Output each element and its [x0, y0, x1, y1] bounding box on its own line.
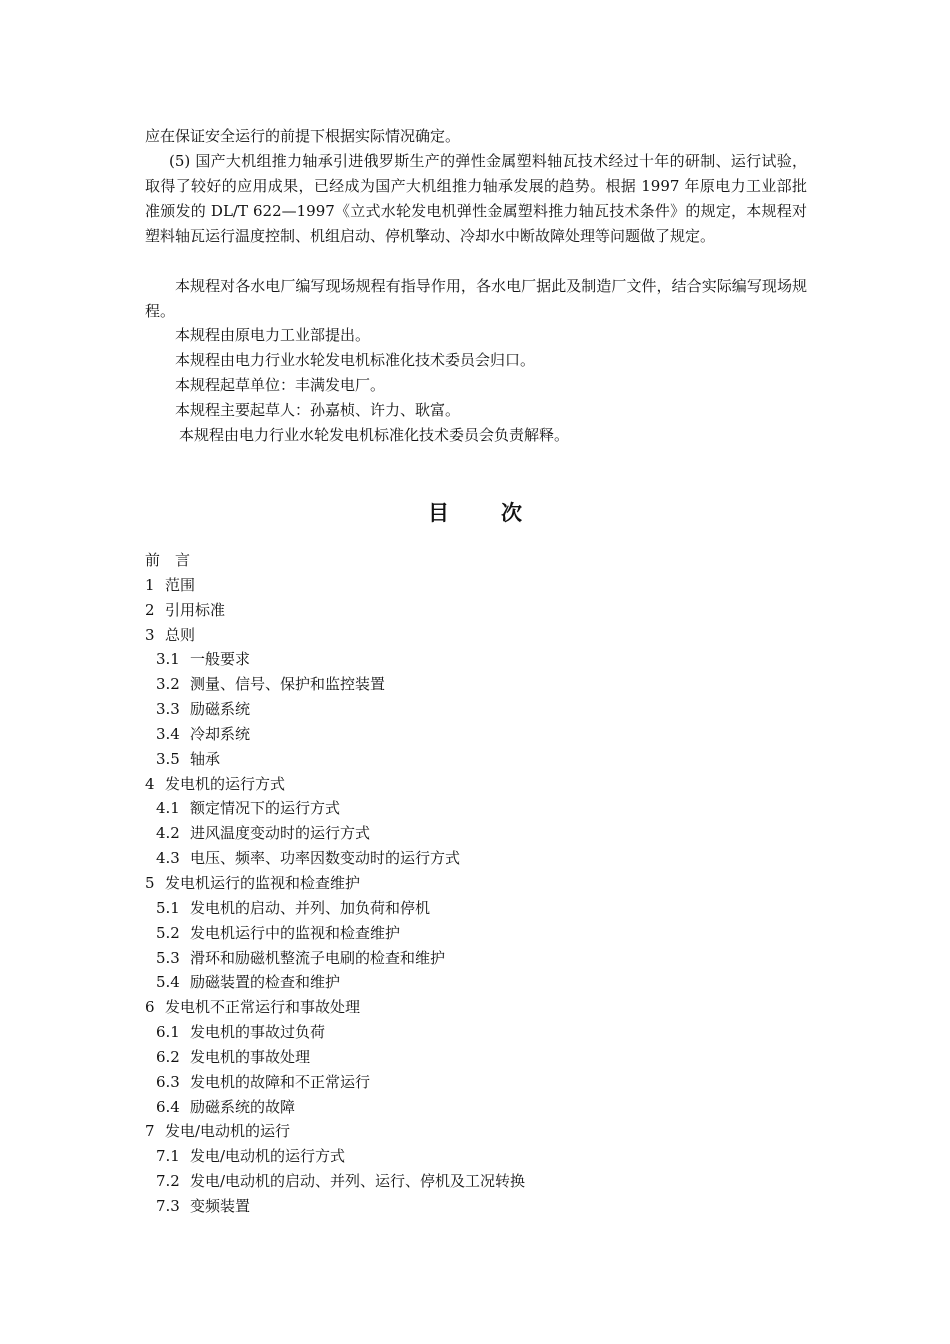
toc-entry-number: 7.3 [156, 1196, 180, 1215]
toc-entry-label: 发电机的启动、并列、加负荷和停机 [190, 898, 431, 917]
toc-entry-label: 发电机的事故处理 [190, 1047, 311, 1066]
toc-entry-label: 轴承 [190, 749, 221, 768]
toc-entry-number: 3.5 [156, 749, 180, 768]
toc-entry-label: 发电机的运行方式 [165, 774, 286, 793]
toc-entry-label: 发电机运行中的监视和检查维护 [190, 923, 401, 942]
toc-entry[interactable] [145, 946, 525, 971]
toc-entry-label: 变频装置 [190, 1196, 251, 1215]
toc-entry[interactable] [145, 573, 525, 598]
toc-entry-number: 3.4 [156, 724, 180, 743]
toc-entry[interactable] [145, 722, 525, 747]
toc-entry-label: 测量、信号、保护和监控装置 [190, 675, 386, 694]
toc-entry-label: 一般要求 [190, 650, 251, 669]
toc-entry-label: 总则 [165, 625, 196, 644]
toc-entry-number: 1 [145, 575, 155, 594]
toc-entry[interactable] [145, 772, 525, 797]
intro-line-drafting-unit: 本规程起草单位：丰满发电厂。 [175, 376, 386, 394]
toc-entry[interactable] [145, 921, 525, 946]
intro-line-proposer: 本规程由原电力工业部提出。 [175, 326, 371, 344]
toc-entry[interactable] [145, 970, 525, 995]
toc-entry-label: 发电机不正常运行和事故处理 [165, 998, 361, 1017]
toc-entry-number: 5 [145, 873, 155, 892]
toc-entry-label: 电压、频率、功率因数变动时的运行方式 [190, 849, 461, 868]
toc-entry[interactable] [145, 697, 525, 722]
toc-entry-label: 前 言 [145, 551, 191, 569]
toc-entry-number: 7.1 [156, 1147, 180, 1166]
intro-line-interpretation: 本规程由电力行业水轮发电机标准化技术委员会负责解释。 [179, 426, 570, 444]
toc-entry[interactable] [145, 647, 525, 672]
toc-entry[interactable] [145, 1194, 525, 1219]
toc-entry[interactable] [145, 548, 525, 573]
toc-entry-label: 发电/电动机的启动、并列、运行、停机及工况转换 [190, 1172, 526, 1191]
intro-line-centralized: 本规程由电力行业水轮发电机标准化技术委员会归口。 [175, 351, 536, 369]
intro-paragraph-3: 本规程对各水电厂编写现场规程有指导作用，各水电厂据此及制造厂文件，结合实际编写现场规程。 [145, 277, 807, 320]
toc-entry-number: 3 [145, 625, 155, 644]
toc-entry-number: 5.1 [156, 898, 180, 917]
toc-entry-number: 3.2 [156, 675, 180, 694]
toc-entry[interactable] [145, 995, 525, 1020]
toc-entry[interactable] [145, 747, 525, 772]
toc-entry-number: 7 [145, 1122, 155, 1141]
toc-entry-number: 6.4 [156, 1097, 180, 1116]
toc-entry-label: 励磁系统 [190, 700, 251, 719]
toc-entry-number: 3.1 [156, 650, 180, 669]
toc-entry-label: 发电/电动机的运行 [165, 1122, 291, 1141]
toc-entry-label: 励磁系统的故障 [190, 1097, 296, 1116]
intro-paragraph-1: 应在保证安全运行的前提下根据实际情况确定。 [145, 127, 461, 145]
toc-entry[interactable] [145, 896, 525, 921]
toc-entry-number: 6.3 [156, 1072, 180, 1091]
toc-entry-label: 励磁装置的检查和维护 [190, 973, 341, 992]
toc-entry-label: 发电机的故障和不正常运行 [190, 1072, 371, 1091]
toc-entry-number: 2 [145, 600, 155, 619]
toc-list [145, 548, 525, 1219]
toc-entry-number: 4.1 [156, 799, 180, 818]
toc-entry-number: 5.2 [156, 923, 180, 942]
toc-entry[interactable] [145, 672, 525, 697]
toc-entry[interactable] [145, 1169, 525, 1194]
intro-line-drafters: 本规程主要起草人：孙嘉桢、许力、耿富。 [175, 401, 461, 419]
toc-entry-number: 5.4 [156, 973, 180, 992]
toc-entry[interactable] [145, 871, 525, 896]
toc-entry[interactable] [145, 1070, 525, 1095]
toc-entry[interactable] [145, 796, 525, 821]
toc-entry-number: 6.1 [156, 1023, 180, 1042]
toc-entry-number: 5.3 [156, 948, 180, 967]
toc-entry-label: 额定情况下的运行方式 [190, 799, 341, 818]
toc-entry[interactable] [145, 846, 525, 871]
toc-entry-label: 进风温度变动时的运行方式 [190, 824, 371, 843]
toc-entry-label: 滑环和励磁机整流子电刷的检查和维护 [190, 948, 446, 967]
toc-title: 目次 [428, 500, 574, 525]
toc-entry[interactable] [145, 1095, 525, 1120]
toc-entry[interactable] [145, 623, 525, 648]
toc-entry-label: 发电机运行的监视和检查维护 [165, 873, 361, 892]
toc-entry[interactable] [145, 1119, 525, 1144]
toc-entry-number: 3.3 [156, 700, 180, 719]
toc-entry[interactable] [145, 821, 525, 846]
toc-entry-number: 4.2 [156, 824, 180, 843]
toc-entry-number: 6 [145, 998, 155, 1017]
toc-entry-number: 7.2 [156, 1172, 180, 1191]
toc-entry-label: 发电/电动机的运行方式 [190, 1147, 346, 1166]
toc-entry[interactable] [145, 1144, 525, 1169]
toc-entry-label: 引用标准 [165, 600, 226, 619]
intro-paragraph-2: (5) 国产大机组推力轴承引进俄罗斯生产的弹性金属塑料轴瓦技术经过十年的研制、运行试验，取得了较好的应用成果，已经成为国产大机组推力轴承发展的趋势。根据 1997 年原电力工业部批准颁发的 DL/T 622—1997《立式水轮发电机弹性金属塑料推力轴瓦技术条件》的规定，本规程对塑料轴瓦运行温度控制、机组启动、停机擎动、冷却水中断故障处理等问题做了规定。 [145, 152, 807, 245]
toc-entry-number: 4.3 [156, 849, 180, 868]
toc-entry-label: 冷却系统 [190, 724, 251, 743]
toc-entry-number: 6.2 [156, 1047, 180, 1066]
toc-entry[interactable] [145, 1020, 525, 1045]
toc-entry-label: 发电机的事故过负荷 [190, 1023, 326, 1042]
toc-entry-label: 范围 [165, 575, 196, 594]
toc-entry-number: 4 [145, 774, 155, 793]
toc-entry[interactable] [145, 1045, 525, 1070]
toc-entry[interactable] [145, 598, 525, 623]
